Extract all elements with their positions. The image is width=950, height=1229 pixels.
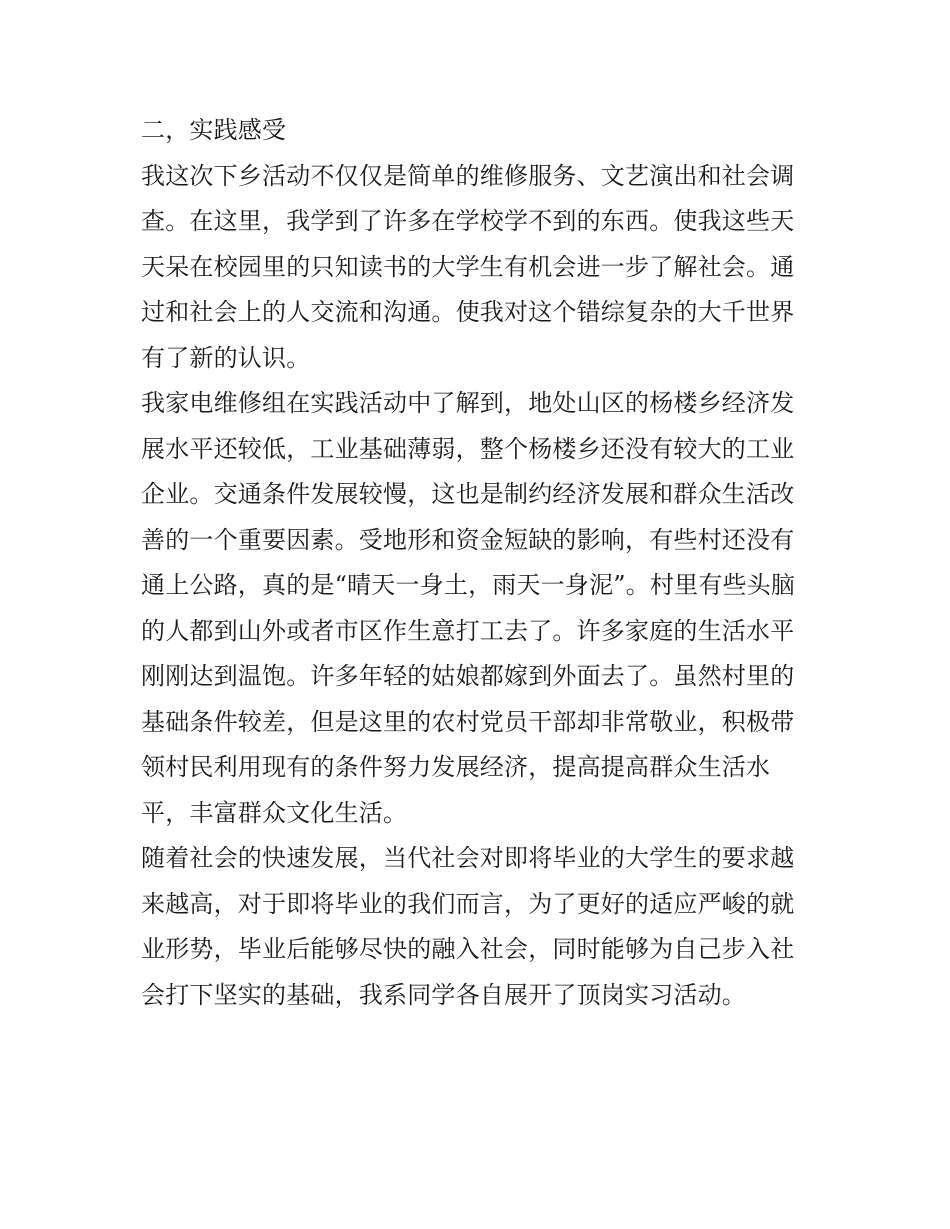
- text-line: 会打下坚实的基础，我系同学各自展开了顶岗实习活动。: [141, 980, 746, 1009]
- text-line: 业形势，毕业后能够尽快的融入社会，同时能够为自己步入社: [141, 935, 795, 963]
- text-line: 刚刚达到温饱。许多年轻的姑娘都嫁到外面去了。虽然村里的: [141, 662, 795, 690]
- text-line: 天呆在校园里的只知读书的大学生有机会进一步了解社会。通: [141, 252, 795, 281]
- text-line: 来越高，对于即将毕业的我们而言，为了更好的适应严峻的就: [141, 889, 795, 918]
- text-line: 查。在这里，我学到了许多在学校学不到的东西。使我这些天: [141, 207, 795, 235]
- text-line: 过和社会上的人交流和沟通。使我对这个错综复杂的大千世界: [141, 298, 795, 326]
- document-body: [141, 108, 813, 1018]
- text-line: 的人都到山外或者市区作生意打工去了。许多家庭的生活水平: [141, 616, 795, 645]
- text-line: 通上公路，真的是“晴天一身土，雨天一身泥”。村里有些头脑: [141, 571, 796, 599]
- text-line: 有了新的认识。: [141, 343, 311, 372]
- text-line: 平，丰富群众文化生活。: [141, 798, 408, 827]
- text-line: 基础条件较差，但是这里的农村党员干部却非常敬业，积极带: [141, 707, 795, 736]
- text-line: 我这次下乡活动不仅仅是简单的维修服务、文艺演出和社会调: [141, 161, 795, 190]
- text-line: 随着社会的快速发展，当代社会对即将毕业的大学生的要求越: [141, 844, 795, 872]
- text-line: 企业。交通条件发展较慢，这也是制约经济发展和群众生活改: [141, 480, 795, 508]
- text-line: 领村民利用现有的条件努力发展经济，提高提高群众生活水: [141, 753, 771, 781]
- text-line: 我家电维修组在实践活动中了解到，地处山区的杨楼乡经济发: [141, 389, 795, 417]
- text-line: 展水平还较低，工业基础薄弱，整个杨楼乡还没有较大的工业: [141, 434, 795, 463]
- text-line: 善的一个重要因素。受地形和资金短缺的影响，有些村还没有: [141, 525, 795, 554]
- section-heading: 二，实践感受: [141, 116, 287, 144]
